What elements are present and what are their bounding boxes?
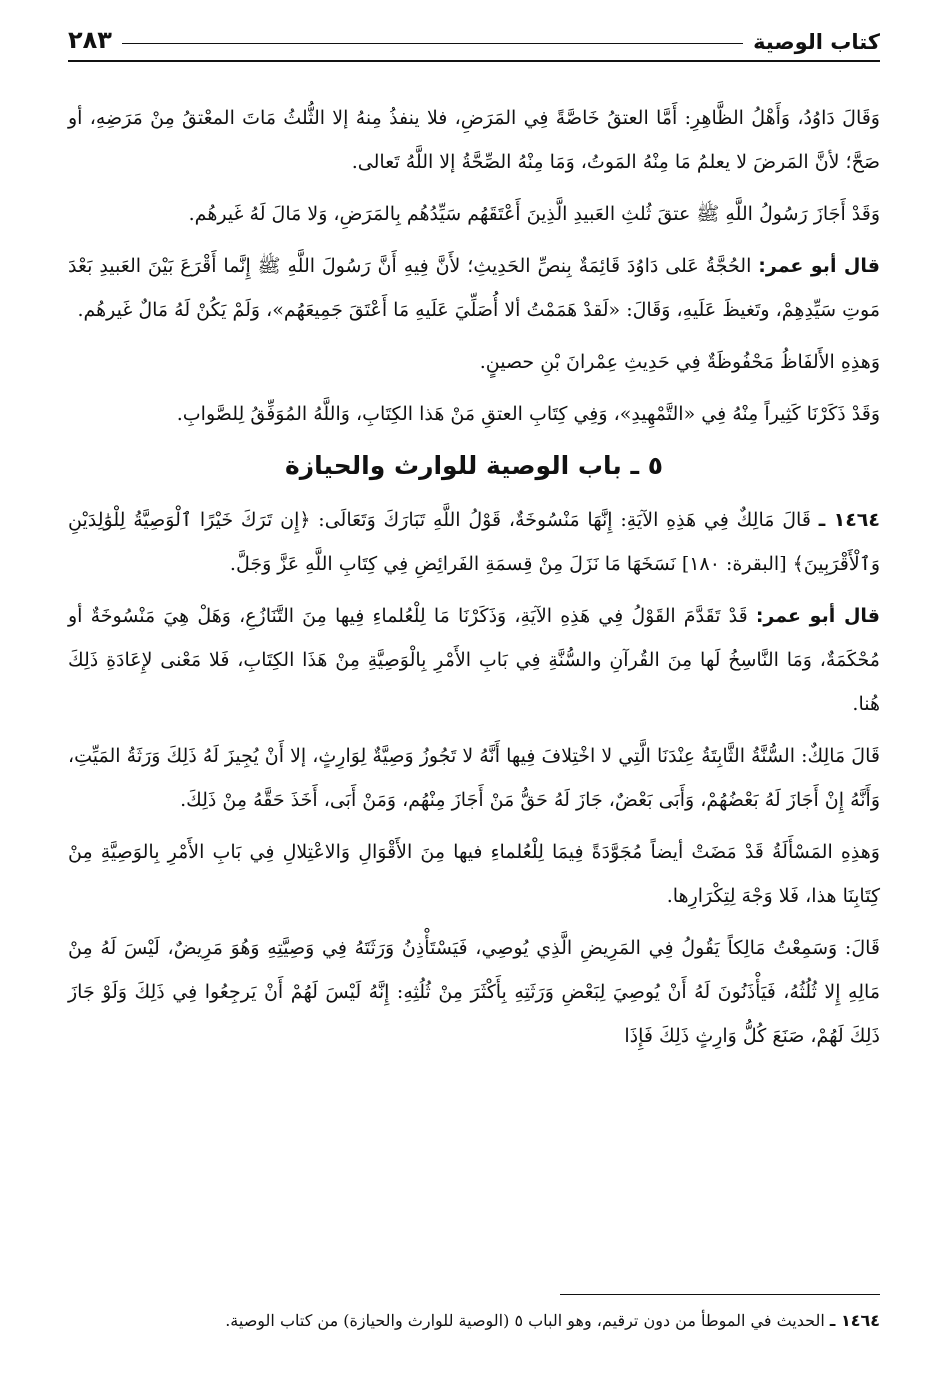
paragraph [68, 734, 880, 822]
footnote [68, 1308, 880, 1334]
paragraph [68, 192, 880, 236]
footnote-text: الحديث في الموطأ من دون ترقيم، وهو الباب ٥ (الوصية للوارث والحيازة) من كتاب الوصية. [225, 1311, 825, 1330]
paragraph-text: قَالَ مَالِكٌ فِي هَذِهِ الآيَةِ: إِنَّهَا مَنْسُوخَةٌ، قَوْلُ اللَّهِ تَبَارَكَ وَتَعَالَى: ﴿إِن تَرَكَ خَيْرًا ٱلْوَصِيَّةُ لِلْوَٰلِدَيْنِ وَٱلْأَقْرَبِينَ﴾ [البقرة: ١٨٠] نَسَخَهَا مَا نَزَلَ مِنْ قِسمَةِ الفَرائِضِ فِي كِتَابِ اللَّهِ عَزَّ وَجَلَّ. [68, 509, 880, 575]
paragraph-text: وَهذِهِ المَسْأَلَةُ قَدْ مَضَتْ أيضاً مُجَوَّدَةً فِيمَا لِلْعُلماءِ فيها مِنَ الأَقْوَالِ وَالاعْتِلالِ فِي بَابِ الأَمْرِ بِالوَصِيَّةِ مِنْ كِتَابِنَا هذا، فَلا وَجْهَ لِتِكْرَارِها. [68, 841, 880, 907]
footnote-number: ١٤٦٤ ـ [829, 1311, 880, 1330]
paragraph-text: قَالَ: وَسَمِعْتُ مَالِكاً يَقُولُ فِي المَرِيضِ الَّذِي يُوصِي، فَيَسْتَأْذِنُ وَرَثَتَهُ فِي وَصِيَّتِهِ وَهُوَ مَرِيضٌ، لَيْسَ لَهُ مِنْ مَالِهِ إِلا ثُلُثُهُ، فَيَأْذَنُونَ لَهُ أَنْ يُوصِيَ لِبَعْضِ وَرَثَتِهِ بِأَكْثَرَ مِنْ ثُلُثِهِ: إِنَّهُ لَيْسَ لَهُمْ أَنْ يَرجِعُوا فِي ذَلِكَ وَلَوْ جَازَ ذَلِكَ لَهُمْ، صَنَعَ كُلُّ وَارِثٍ ذَلِكَ فَإِذَا [68, 937, 880, 1047]
paragraph-text: وَقَدْ ذَكَرْنَا كَثِيراً مِنْهُ فِي «التَّمْهِيدِ»، وَفِي كِتَابِ العتقِ مَنْ هَذا الكِتَابِ، وَاللَّهُ المُوَفِّقُ لِلصَّوابِ. [176, 403, 880, 425]
chapter-heading: ٥ ـ باب الوصية للوارث والحيازة [285, 451, 663, 480]
paragraph-lead: ١٤٦٤ ـ [818, 509, 880, 531]
paragraph [68, 926, 880, 1058]
paragraph [68, 244, 880, 332]
page-number: ٢٨٣ [68, 26, 112, 54]
paragraph-text: وَقَدْ أَجَازَ رَسُولُ اللَّهِ ﷺ عتقَ ثُلثِ العَبيدِ الَّذِينَ أَعْتَقَهُم سَيِّدُهُم بِالمَرَضِ، وَلا مَالَ لَهُ غَيرهُم. [188, 203, 880, 225]
paragraph-lead: قال أبو عمر: [758, 255, 880, 277]
paragraph [68, 498, 880, 586]
paragraph-text: قَالَ مَالِكٌ: السُّنَّةُ الثَّابِتَةُ عِنْدَنَا الَّتِي لا اخْتِلافَ فِيها أَنَّهُ لا تَجُوزُ وَصِيَّةٌ لِوَارِثٍ، إلا أَنْ يُجِيزَ لَهُ ذَلِكَ وَرَثَةُ المَيِّتِ، وَأَنَّهُ إِنْ أَجَازَ لَهُ بَعْضُهُمْ، وَأَبَى بَعْضٌ، جَازَ لَهُ حَقُّ مَنْ أَجَازَ مِنْهُم، وَمَنْ أَبَى، أَخَذَ حَقَّهُ مِنْ ذَلِكَ. [68, 745, 880, 811]
book-page [68, 18, 880, 1370]
paragraph [68, 96, 880, 184]
paragraph-text: وَهذِهِ الأَلفَاظُ مَحْفُوظَةٌ فِي حَدِيثِ عِمْرانَ بْنِ حصينٍ. [479, 351, 880, 373]
paragraph-lead: قال أبو عمر: [755, 605, 881, 627]
header-rule [122, 43, 743, 44]
paragraph-text: الحُجَّةُ عَلى دَاوُدَ قَائِمَةٌ بِنصِّ الحَدِيثِ؛ لأَنَّ فِيهِ أَنَّ رَسُولَ اللَّهِ ﷺ إِنَّما أَقْرَعَ بَيْنَ العَبيدِ بَعْدَ مَوتِ سَيِّدِهِمْ، وتَغيظَ عَلَيهِ، وَقَالَ: «لَقدْ هَمَمْتُ ألا أُصَلِّيَ عَلَيهِ مَا أَعْتَقَ جَمِيعَهُم»، وَلَمْ يَكُنْ لَهُ مَالٌ غَيرهُم. [68, 255, 880, 321]
running-header [68, 18, 880, 56]
paragraph [68, 392, 880, 436]
paragraph-text: قَدْ تَقَدَّمَ القَوْلُ فِي هَذِهِ الآيَةِ، وَذَكَرْنَا مَا لِلْعُلماءِ فِيها مِنَ التَّنَازُعِ، وَهَلْ هِيَ مَنْسُوخَةٌ أو مُحْكَمَةٌ، وَمَا النَّاسِخُ لَها مِنَ القُرآنِ والسُّنَّةِ فِي بَابِ الأَمْرِ بِالْوَصِيَّةِ مِنْ هَذَا الكِتَابِ، فَلا مَعْنى لإِعَادَةِ ذَلِكَ هُنا. [68, 605, 880, 715]
footnote-divider [560, 1294, 880, 1295]
paragraph [68, 830, 880, 918]
paragraph [68, 340, 880, 384]
running-title: كتاب الوصية [753, 30, 880, 54]
paragraph-text: وَقَالَ دَاوُدُ، وَأَهْلُ الظَّاهِرِ: أَمَّا العتقُ خَاصَّةً فِي المَرَضِ، فلا ينفذُ مِنهُ إلا الثُّلثُ مَاتَ المعْتقُ مِنْ مَرَضِهِ، أو صَحَّ؛ لأنَّ المَرضَ لا يعلمُ مَا مِنْهُ المَوتُ، وَمَا مِنْهُ الصِّحَّةُ إلا اللَّهُ تَعالى. [68, 107, 880, 173]
paragraph [68, 594, 880, 726]
top-divider [68, 60, 880, 62]
body-text [68, 96, 880, 1058]
